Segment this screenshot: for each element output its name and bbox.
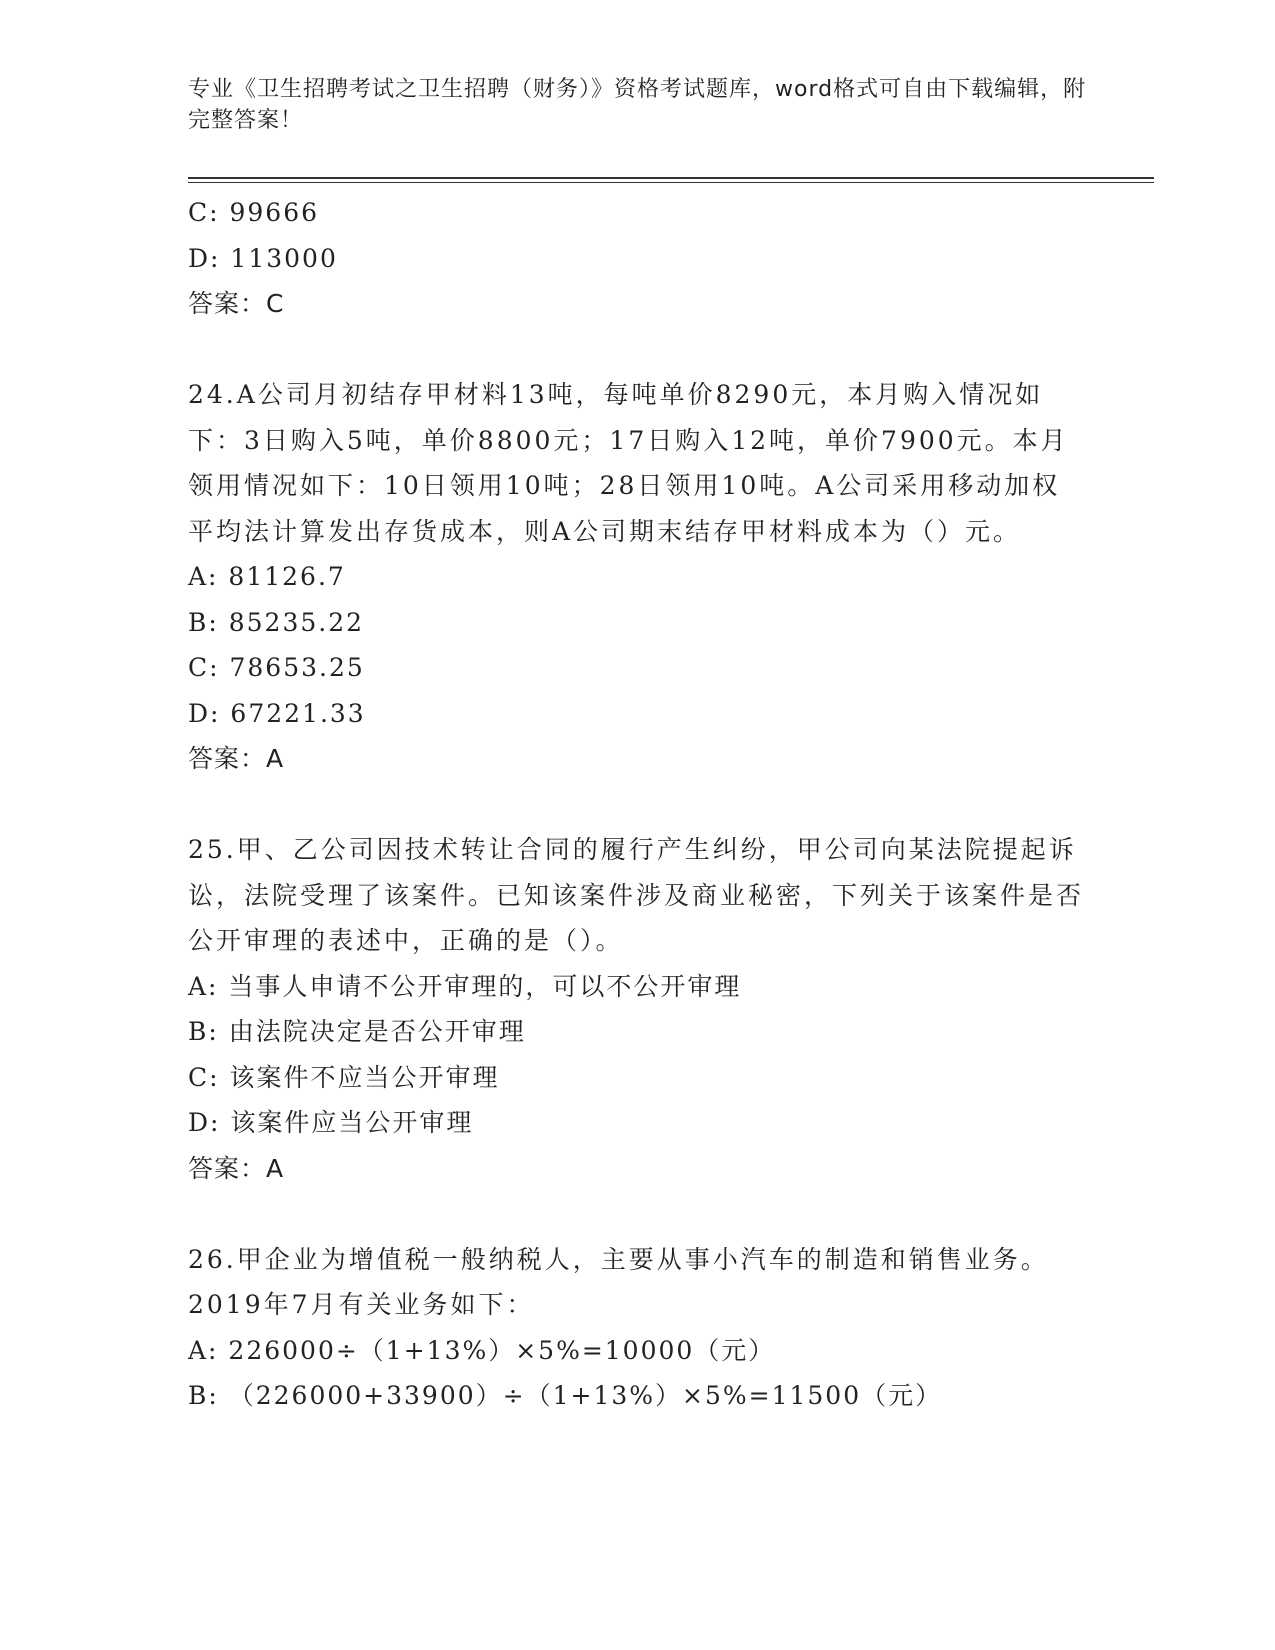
question-24 (188, 372, 1088, 782)
option-c: C: 该案件不应当公开审理 (188, 1062, 500, 1092)
document-content (188, 190, 1088, 1419)
option-a: A: 226000÷（1+13%）×5%=10000（元） (188, 1335, 776, 1365)
option-d: D: 67221.33 (188, 698, 366, 728)
option-b: B: 由法院决定是否公开审理 (188, 1017, 526, 1046)
option-a: A: 当事人申请不公开审理的，可以不公开审理 (188, 971, 742, 1001)
spacer (188, 327, 1088, 373)
option-b: B: （226000+33900）÷（1+13%）×5%=11500（元） (188, 1381, 943, 1410)
document-header: 专业《卫生招聘考试之卫生招聘（财务）》资格考试题库，word格式可自由下载编辑，附完整答案！ (188, 77, 1087, 133)
option-c: C: 99666 (188, 198, 320, 227)
header-divider-thin (188, 182, 1154, 183)
question-25 (188, 827, 1088, 1191)
option-a: A: 81126.7 (188, 562, 346, 591)
option-d: D: 113000 (188, 243, 338, 273)
header-divider-thick (188, 177, 1154, 179)
previous-question-tail (188, 190, 1088, 327)
answer-line: 答案：A (188, 744, 285, 773)
question-26 (188, 1237, 1088, 1419)
spacer (188, 782, 1088, 828)
option-d: D: 该案件应当公开审理 (188, 1108, 474, 1137)
option-b: B: 85235.22 (188, 607, 365, 637)
spacer (188, 1191, 1088, 1237)
option-c: C: 78653.25 (188, 653, 365, 682)
question-text: 25.甲、乙公司因技术转让合同的履行产生纠纷，甲公司向某法院提起诉讼，法院受理了该案件。已知该案件涉及商业秘密，下列关于该案件是否公开审理的表述中，正确的是（）。 (188, 835, 1085, 955)
answer-line: 答案：C (188, 289, 285, 318)
question-text: 26.甲企业为增值税一般纳税人，主要从事小汽车的制造和销售业务。2019年7月有关业务如下： (188, 1244, 1049, 1319)
answer-line: 答案：A (188, 1153, 285, 1183)
question-text: 24.A公司月初结存甲材料13吨，每吨单价8290元，本月购入情况如下：3日购入5吨，单价8800元；17日购入12吨，单价7900元。本月领用情况如下：10日领用10吨；28日领用10吨。A公司采用移动加权平均法计算发出存货成本，则A公司期末结存甲材料成本为（）元。 (188, 380, 1069, 546)
